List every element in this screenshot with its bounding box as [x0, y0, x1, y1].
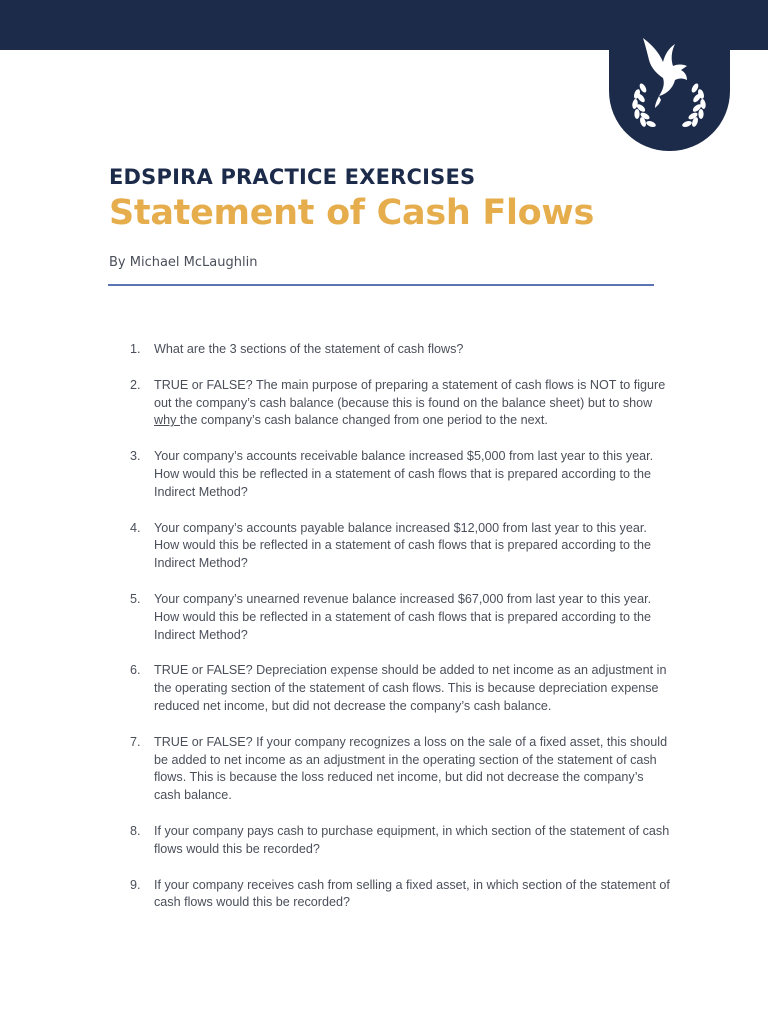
- question-text: TRUE or FALSE? If your company recognizes a loss on the sale of a fixed asset, this should be added to net income as an adjustment in the operating section of the statement of cash flows. This is because the loss reduced net income, but did not decrease the company’s cash balance.: [154, 734, 668, 803]
- question-number: 8.: [130, 823, 141, 838]
- question-number: 5.: [130, 591, 141, 606]
- header-divider: [108, 284, 654, 286]
- question-item: [130, 877, 670, 913]
- series-kicker: EDSPIRA PRACTICE EXERCISES: [109, 165, 476, 189]
- page-title: Statement of Cash Flows: [109, 193, 594, 233]
- question-number: 9.: [130, 877, 141, 892]
- question-text: Your company’s accounts payable balance increased $12,000 from last year to this year. How would this be reflected in a statement of cash flows that is prepared according to the Indirect Method?: [154, 520, 652, 571]
- question-item: [130, 662, 670, 715]
- question-text: What are the 3 sections of the statement of cash flows?: [154, 342, 464, 356]
- question-number: 2.: [130, 377, 141, 392]
- question-item: [130, 448, 670, 501]
- question-text: Your company’s unearned revenue balance increased $67,000 from last year to this year. How would this be reflected in a statement of cash flows that is prepared according to the Indirect Method?: [154, 591, 652, 642]
- document-header: [109, 163, 669, 270]
- question-number: 7.: [130, 734, 141, 749]
- question-text: TRUE or FALSE? Depreciation expense should be added to net income as an adjustment in the operating section of the statement of cash flows. This is because depreciation expense reduced net income, but did not decrease the company’s cash balance.: [154, 663, 667, 713]
- question-text-part: TRUE or FALSE? The main purpose of preparing a statement of cash flows is NOT to figure out the company’s cash balance (because this is found on the balance sheet) but to show: [154, 377, 666, 410]
- question-list: [130, 341, 670, 930]
- question-text: If your company receives cash from selling a fixed asset, in which section of the statement of cash flows would this be recorded?: [154, 877, 670, 910]
- question-item: [130, 341, 670, 359]
- question-text-part: the company’s cash balance changed from one period to the next.: [179, 413, 548, 428]
- question-item: [130, 734, 670, 805]
- question-item: [130, 520, 670, 573]
- question-text: Your company’s accounts receivable balance increased $5,000 from last year to this year. How would this be reflected in a statement of cash flows that is prepared according to the Indirect Method?: [154, 449, 654, 499]
- dove-laurel-icon: [629, 32, 709, 136]
- emphasis-underline: why: [154, 413, 180, 428]
- question-item: [130, 823, 670, 859]
- author-byline: By Michael McLaughlin: [109, 255, 258, 270]
- question-number: 3.: [130, 449, 141, 464]
- question-item: [130, 377, 670, 430]
- question-number: 6.: [130, 663, 141, 678]
- logo-badge: [609, 0, 730, 151]
- question-text: [154, 378, 665, 428]
- question-number: 4.: [130, 520, 141, 535]
- question-number: 1.: [130, 342, 141, 356]
- question-item: [130, 591, 670, 644]
- question-text: If your company pays cash to purchase equipment, in which section of the statement of cash flows would this be recorded?: [154, 823, 670, 856]
